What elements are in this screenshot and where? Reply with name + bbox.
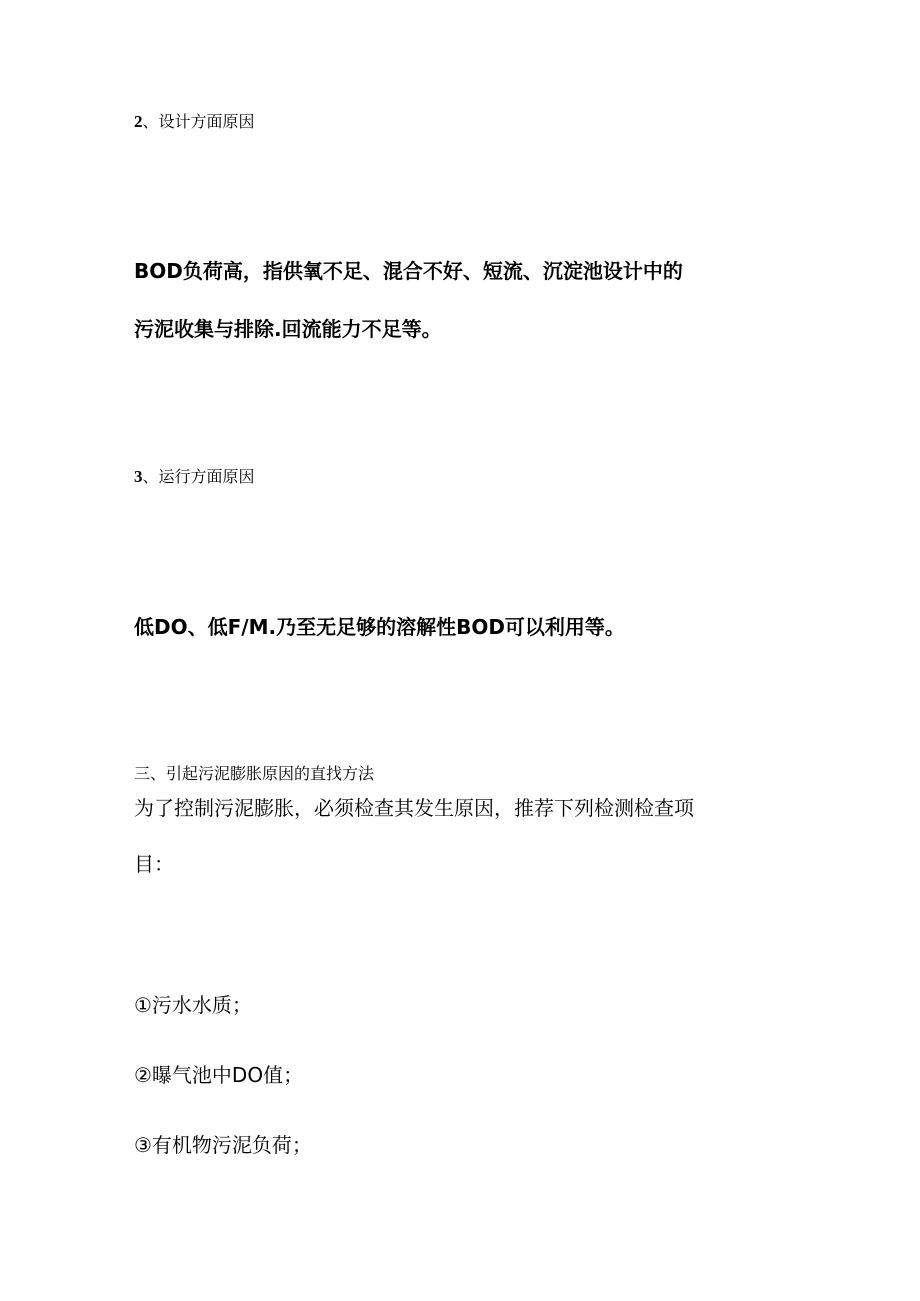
heading-text: 、设计方面原因 (142, 112, 255, 131)
heading-number: 3 (134, 467, 143, 486)
heading-design-causes (134, 113, 255, 130)
heading-operation-causes (134, 468, 255, 485)
intro-line-1: 为了控制污泥膨胀，必须检查其发生原因，推荐下列检测检查项 (134, 796, 694, 820)
operation-causes-text: 低DO、低F/M.乃至无足够的溶解性BOD可以利用等。 (134, 615, 625, 639)
check-item-3: ③有机物污泥负荷； (134, 1133, 312, 1157)
check-item-1: ①污水水质； (134, 993, 252, 1017)
check-item-2: ②曝气池中DO值； (134, 1063, 304, 1087)
design-causes-line-1: BOD负荷高，指供氧不足、混合不好、短流、沉淀池设计中的 (134, 259, 683, 283)
heading-number: 2 (134, 112, 143, 131)
section-three-title: 三、引起污泥膨胀原因的直找方法 (134, 764, 375, 783)
heading-text: 、运行方面原因 (142, 467, 255, 486)
design-causes-line-2: 污泥收集与排除.回流能力不足等。 (134, 317, 442, 341)
intro-line-2: 目： (134, 852, 174, 876)
